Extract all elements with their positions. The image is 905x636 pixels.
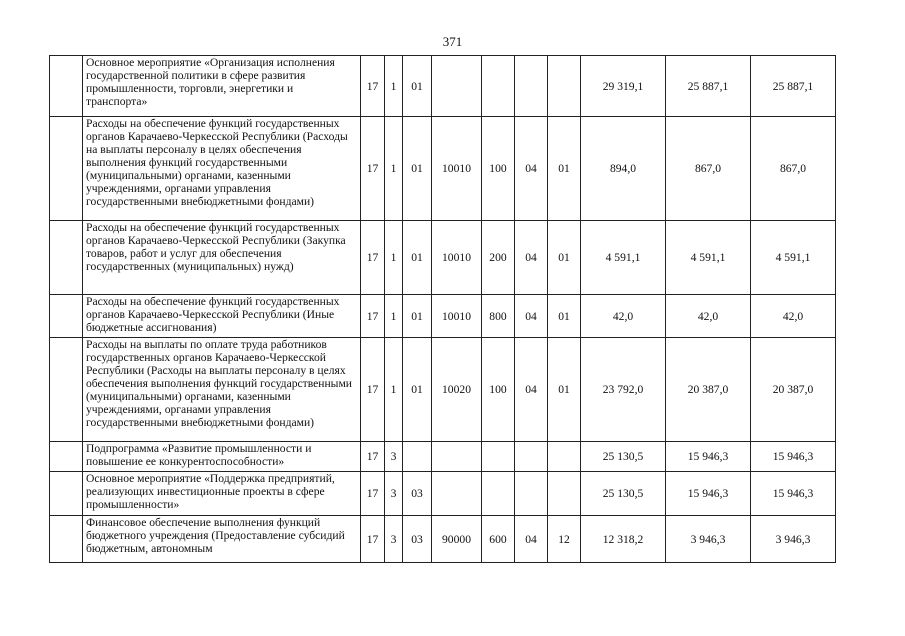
code-cell: 17 bbox=[361, 338, 385, 442]
amount-cell: 29 319,1 bbox=[581, 56, 666, 117]
code-cell bbox=[548, 442, 581, 472]
item-name: Основное мероприятие «Поддержка предприятий, реализующих инвестиционные проекты в сфере промышленности» bbox=[83, 472, 361, 516]
amount-cell: 25 130,5 bbox=[581, 472, 666, 516]
code-cell bbox=[515, 472, 548, 516]
code-cell: 01 bbox=[548, 221, 581, 295]
amount-cell: 4 591,1 bbox=[666, 221, 751, 295]
table-row bbox=[50, 442, 836, 472]
code-cell: 1 bbox=[385, 221, 403, 295]
amount-cell: 4 591,1 bbox=[751, 221, 836, 295]
amount-cell: 23 792,0 bbox=[581, 338, 666, 442]
blank-cell bbox=[50, 472, 83, 516]
code-cell bbox=[482, 472, 515, 516]
code-cell bbox=[515, 442, 548, 472]
item-name: Расходы на обеспечение функций государственных органов Карачаево-Черкесской Республики (Закупка товаров, работ и услуг для обеспечения государственных (муниципальных) нужд) bbox=[83, 221, 361, 295]
blank-cell bbox=[50, 56, 83, 117]
table-row bbox=[50, 117, 836, 221]
code-cell: 04 bbox=[515, 516, 548, 563]
amount-cell: 20 387,0 bbox=[751, 338, 836, 442]
table-row bbox=[50, 295, 836, 338]
table-row bbox=[50, 338, 836, 442]
amount-cell: 3 946,3 bbox=[666, 516, 751, 563]
blank-cell bbox=[50, 221, 83, 295]
amount-cell: 25 887,1 bbox=[751, 56, 836, 117]
code-cell: 3 bbox=[385, 516, 403, 563]
amount-cell: 42,0 bbox=[581, 295, 666, 338]
code-cell: 01 bbox=[548, 117, 581, 221]
table-row bbox=[50, 56, 836, 117]
blank-cell bbox=[50, 117, 83, 221]
table-body bbox=[50, 56, 836, 563]
code-cell: 1 bbox=[385, 295, 403, 338]
code-cell: 10020 bbox=[432, 338, 482, 442]
code-cell bbox=[482, 56, 515, 117]
code-cell: 04 bbox=[515, 117, 548, 221]
code-cell: 04 bbox=[515, 338, 548, 442]
code-cell: 200 bbox=[482, 221, 515, 295]
blank-cell bbox=[50, 516, 83, 563]
code-cell: 17 bbox=[361, 442, 385, 472]
code-cell: 17 bbox=[361, 516, 385, 563]
code-cell: 01 bbox=[403, 117, 432, 221]
code-cell: 90000 bbox=[432, 516, 482, 563]
code-cell: 17 bbox=[361, 56, 385, 117]
amount-cell: 25 130,5 bbox=[581, 442, 666, 472]
code-cell: 100 bbox=[482, 117, 515, 221]
code-cell: 12 bbox=[548, 516, 581, 563]
code-cell bbox=[403, 442, 432, 472]
code-cell: 10010 bbox=[432, 295, 482, 338]
code-cell: 100 bbox=[482, 338, 515, 442]
budget-table bbox=[49, 55, 836, 563]
code-cell: 04 bbox=[515, 295, 548, 338]
code-cell: 1 bbox=[385, 56, 403, 117]
code-cell bbox=[515, 56, 548, 117]
amount-cell: 42,0 bbox=[751, 295, 836, 338]
code-cell bbox=[548, 472, 581, 516]
code-cell: 01 bbox=[548, 295, 581, 338]
table-row bbox=[50, 516, 836, 563]
code-cell: 10010 bbox=[432, 117, 482, 221]
code-cell: 03 bbox=[403, 516, 432, 563]
amount-cell: 4 591,1 bbox=[581, 221, 666, 295]
table-row bbox=[50, 472, 836, 516]
page-number: 371 bbox=[442, 34, 463, 49]
code-cell: 3 bbox=[385, 472, 403, 516]
code-cell: 01 bbox=[403, 295, 432, 338]
code-cell: 17 bbox=[361, 472, 385, 516]
amount-cell: 894,0 bbox=[581, 117, 666, 221]
code-cell: 1 bbox=[385, 117, 403, 221]
code-cell: 01 bbox=[403, 56, 432, 117]
amount-cell: 15 946,3 bbox=[751, 442, 836, 472]
code-cell bbox=[432, 472, 482, 516]
amount-cell: 15 946,3 bbox=[751, 472, 836, 516]
code-cell: 01 bbox=[403, 221, 432, 295]
amount-cell: 20 387,0 bbox=[666, 338, 751, 442]
item-name: Основное мероприятие «Организация исполнения государственной политики в сфере развития промышленности, торговли, энергетики и транспорта» bbox=[83, 56, 361, 117]
blank-cell bbox=[50, 442, 83, 472]
code-cell: 03 bbox=[403, 472, 432, 516]
item-name: Подпрограмма «Развитие промышленности и повышение ее конкурентоспособности» bbox=[83, 442, 361, 472]
item-name: Финансовое обеспечение выполнения функций бюджетного учреждения (Предоставление субсидий бюджетным, автономным bbox=[83, 516, 361, 563]
code-cell: 1 bbox=[385, 338, 403, 442]
code-cell: 17 bbox=[361, 221, 385, 295]
amount-cell: 25 887,1 bbox=[666, 56, 751, 117]
code-cell bbox=[548, 56, 581, 117]
code-cell: 17 bbox=[361, 295, 385, 338]
code-cell bbox=[482, 442, 515, 472]
code-cell: 01 bbox=[548, 338, 581, 442]
blank-cell bbox=[50, 295, 83, 338]
item-name: Расходы на обеспечение функций государственных органов Карачаево-Черкесской Республики (Иные бюджетные ассигнования) bbox=[83, 295, 361, 338]
item-name: Расходы на обеспечение функций государственных органов Карачаево-Черкесской Республики (Расходы на выплаты персоналу в целях обеспечения выполнения функций государственными (муниципальными) органами, казенными учреждениями, органами управления государственными внебюджетными фондами) bbox=[83, 117, 361, 221]
code-cell: 17 bbox=[361, 117, 385, 221]
amount-cell: 3 946,3 bbox=[751, 516, 836, 563]
table-row bbox=[50, 221, 836, 295]
amount-cell: 867,0 bbox=[666, 117, 751, 221]
code-cell: 3 bbox=[385, 442, 403, 472]
code-cell bbox=[432, 56, 482, 117]
amount-cell: 15 946,3 bbox=[666, 442, 751, 472]
amount-cell: 867,0 bbox=[751, 117, 836, 221]
code-cell: 10010 bbox=[432, 221, 482, 295]
amount-cell: 12 318,2 bbox=[581, 516, 666, 563]
code-cell: 01 bbox=[403, 338, 432, 442]
code-cell: 800 bbox=[482, 295, 515, 338]
code-cell bbox=[432, 442, 482, 472]
amount-cell: 42,0 bbox=[666, 295, 751, 338]
item-name: Расходы на выплаты по оплате труда работников государственных органов Карачаево-Черкесской Республики (Расходы на выплаты персоналу в целях обеспечения выполнения функций государственными (муниципальными) органами, казенными учреждениями, органами управления государственными внебюджетными фондами) bbox=[83, 338, 361, 442]
amount-cell: 15 946,3 bbox=[666, 472, 751, 516]
code-cell: 600 bbox=[482, 516, 515, 563]
blank-cell bbox=[50, 338, 83, 442]
code-cell: 04 bbox=[515, 221, 548, 295]
